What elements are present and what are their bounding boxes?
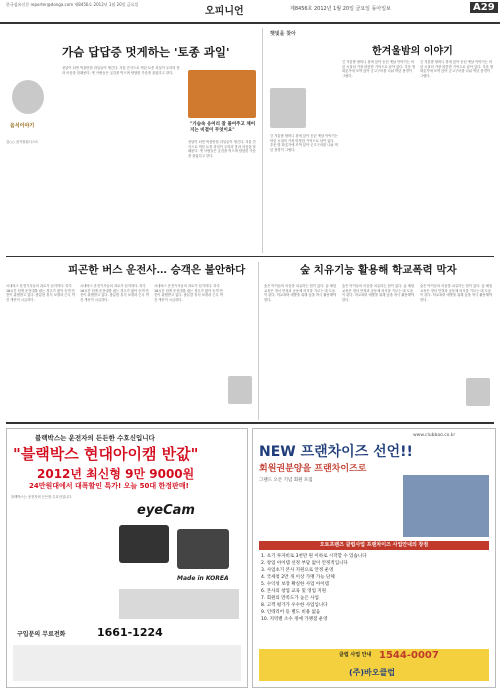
benefits-list (261, 553, 487, 623)
franchise-intro: 그랜드 오픈 기념 회원 모집 (259, 478, 313, 483)
article4-body-col2 (342, 284, 416, 414)
benefit-item: 5. 수익성 보장 확실한 사업 아이템 (261, 582, 329, 587)
product-photos (119, 589, 239, 619)
benefit-item: 8. 고객 평가가 우수한 사업입니다 (261, 603, 328, 608)
columnist-photo (12, 80, 44, 114)
benefits-bar: 오토프렌즈 클럽사업 프랜차이즈 사업안내의 장점 (259, 541, 489, 550)
made-in-korea: Made in KOREA (177, 575, 229, 582)
article2-text-cont2: 긴 겨울밤 할머니 곁에 앉아 듣던 옛날 이야기는 어린 시절의 가장 따뜻한 기억으로 남아 있다. 추운 밤 화롯가에 모여 앉아 군고구마를 나눠 먹던 풍경이 그립다. (420, 60, 494, 78)
article2-body-col3 (420, 60, 494, 250)
article1-title: 가슴 답답증 멋게하는 '토종 과일' (62, 45, 230, 59)
writer4-photo (466, 378, 490, 406)
article1-body-col2 (188, 140, 256, 250)
franchise-phone: 1544-0007 (379, 650, 439, 661)
franchise-subhead: 회원권분양을 프랜차이즈로 (259, 464, 367, 474)
article2-body-col2 (342, 60, 416, 250)
benefit-item: 6. 본사의 창업 교육 및 영업 지원 (261, 589, 327, 594)
benefit-item: 7. 회원의 만족도가 높은 사업 (261, 596, 319, 601)
benefit-item: 3. 사업초기 본사 지원으로 안정 운영 (261, 568, 334, 573)
article4-text-cont: 숲은 아이들의 마음을 치유하는 힘이 있다. 숲 체험 교육은 정서 안정과 공동체 의식을 기르는 데 도움이 된다. 학교폭력 예방을 위해 숲을 적극 활용해야 한다. (342, 284, 415, 302)
ad-kicker: 블랙박스는 운전자의 든든한 수호신입니다 (35, 434, 155, 442)
writer-photo (270, 88, 306, 128)
benefit-item: 2. 창업 아이템 선정 부담 없이 안정적입니다 (261, 561, 348, 566)
article3-text: 시내버스 운전기사들의 과로가 심각하다. 하루 16시간 넘게 운전대를 잡는 경우가 많아 승객 안전이 위협받고 있다. 충분한 휴식 보장과 근무 여건 개선이 시급하다. (6, 284, 75, 302)
article4-text-cont2: 숲은 아이들의 마음을 치유하는 힘이 있다. 숲 체험 교육은 정서 안정과 공동체 의식을 기르는 데 도움이 된다. 학교폭력 예방을 위해 숲을 적극 활용해야 한다. (420, 284, 493, 302)
masthead (0, 0, 500, 24)
article3-text-cont2: 시내버스 운전기사들의 과로가 심각하다. 하루 16시간 넘게 운전대를 잡는 경우가 많아 승객 안전이 위협받고 있다. 충분한 휴식 보장과 근무 여건 개선이 시급하다. (154, 284, 223, 302)
blackbox-device-image (119, 525, 169, 563)
article1-text: 섣달이 되면 먹을만한 과일들이 생긴다. 겨울 간식으로 먹던 토종 과일이 우리의 몸과 마음을 달래준다. 옛 사람들은 곶감을 먹으며 답답한 가슴을 풀었다고 한다. (62, 66, 180, 75)
column-food-sidebar (6, 30, 56, 250)
ad-rule (6, 422, 494, 424)
phone-label: 구입문의 무료전화 (17, 631, 66, 638)
article4-text: 숲은 아이들의 마음을 치유하는 힘이 있다. 숲 체험 교육은 정서 안정과 공동체 의식을 기르는 데 도움이 된다. 학교폭력 예방을 위해 숲을 적극 활용해야 한다. (264, 284, 337, 302)
ad-body (11, 495, 111, 620)
benefit-item: 10. 지역별 소수 정예 가맹점 운영 (261, 617, 328, 622)
yacht-photo (403, 475, 489, 537)
article2-text: 긴 겨울밤 할머니 곁에 앉아 듣던 옛날 이야기는 어린 시절의 가장 따뜻한 기억으로 남아 있다. 추운 밤 화롯가에 모여 앉아 군고구마를 나눠 먹던 풍경이 그립다. (270, 134, 338, 152)
ad-subhead: 2012년 최신형 9만 9000원 (37, 467, 195, 481)
ad-url: www.clubbao.co.kr (413, 433, 456, 438)
phone-number: 1661-1224 (97, 626, 163, 639)
franchise-phone-label: 클럽 사업 안내 (339, 652, 372, 658)
article4-title: 숲 치유기능 활용해 학교폭력 막자 (300, 264, 457, 276)
article3-text-cont: 시내버스 운전기사들의 과로가 심각하다. 하루 16시간 넘게 운전대를 잡는 경우가 많아 승객 안전이 위협받고 있다. 충분한 휴식 보장과 근무 여건 개선이 시급하다. (80, 284, 149, 302)
ad-strip: 24만원대에서 대폭할인 특가! 오늘 50대 한정판매! (29, 482, 189, 490)
writer3-photo (228, 376, 252, 404)
ad-body-text: 블랙박스는 운전자의 든든한 수호신입니다 (11, 495, 72, 499)
issue-date: 제8456호 2012년 1월 20일 금요일 동아일보 (290, 6, 391, 12)
divider (262, 28, 263, 253)
blackbox-ad (6, 428, 248, 688)
benefit-item: 4. 국세청 2만 개 이상 가맹 가능 단체 (261, 575, 335, 580)
blackbox-device-image-2 (177, 529, 229, 569)
ad-footer (13, 645, 241, 681)
persimmon-photo (188, 70, 256, 118)
franchise-ad (252, 428, 496, 688)
section-title: 오피니언 (205, 6, 244, 17)
phone-box (259, 649, 489, 681)
column-byline (6, 140, 56, 250)
franchise-company: (주)바오클럽 (349, 668, 395, 677)
benefit-item: 9. 인테리어 등 별도 비용 없음 (261, 610, 321, 615)
section-rule (6, 256, 494, 257)
article4-body-col1 (264, 284, 338, 414)
franchise-headline: NEW 프랜차이즈 선언!! (259, 444, 413, 460)
article3-title: 피곤한 버스 운전사… 승객은 불안하다 (68, 264, 246, 276)
article1-text-cont: 섣달이 되면 먹을만한 과일들이 생긴다. 겨울 간식으로 먹던 토종 과일이 우리의 몸과 마음을 달래준다. 옛 사람들은 곶감을 먹으며 답답한 가슴을 풀었다고 한다. (188, 140, 256, 158)
article2-body-col1 (270, 134, 338, 249)
article3-body-col2 (80, 284, 150, 414)
byline: 김○○ 음식칼럼니스트 (6, 140, 39, 144)
article2-title: 한겨울밤의 이야기 (372, 46, 453, 57)
article2-tag: 햇빛을 찾아 (270, 31, 296, 37)
ad-headline: "블랙박스 현대아이캠 반값" (13, 445, 199, 463)
article4-body-col3 (420, 284, 494, 374)
column-tag: 음식이야기 (10, 123, 35, 129)
page-number: A29 (470, 2, 498, 13)
masthead-info: 한국섬유신문 reporter@donga.com 제8456호 2012년 1월 20일 금요일 (6, 2, 139, 7)
divider2 (258, 262, 259, 420)
article3-body-col3 (154, 284, 224, 414)
photo-caption: "가슴속 응어리 잘 풀어주고 체어지는 비결이 무엇이요" (190, 122, 256, 133)
article3-body-col1 (6, 284, 76, 414)
article1-body-col1 (62, 66, 182, 251)
article2-text-cont: 긴 겨울밤 할머니 곁에 앉아 듣던 옛날 이야기는 어린 시절의 가장 따뜻한 기억으로 남아 있다. 추운 밤 화롯가에 모여 앉아 군고구마를 나눠 먹던 풍경이 그립다. (342, 60, 416, 78)
benefit-item: 1. 초기 투자비로 3천만 원 이하로 시작할 수 있습니다 (261, 554, 367, 559)
eyecam-logo: eyeCam (137, 503, 195, 518)
